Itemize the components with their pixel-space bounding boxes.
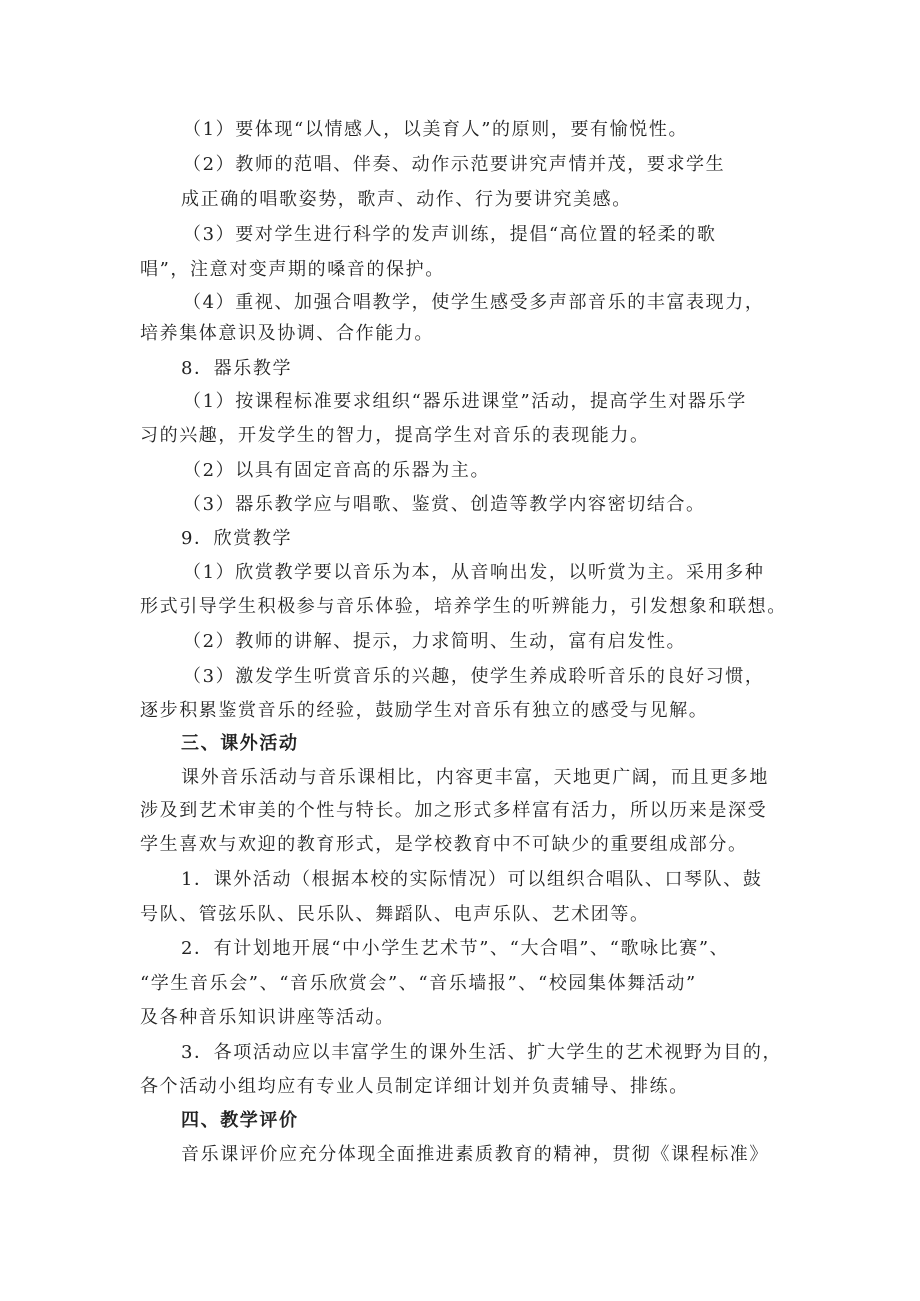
- text-line: 形式引导学生积极参与音乐体验，培养学生的听辨能力，引发想象和联想。: [140, 596, 787, 617]
- section-heading-8: 8．器乐教学: [181, 358, 293, 379]
- text-line: 及各种音乐知识讲座等活动。: [140, 1007, 395, 1028]
- text-line: 学生喜欢与欢迎的教育形式，是学校教育中不可缺少的重要组成部分。: [140, 834, 748, 855]
- text-line: 音乐课评价应充分体现全面推进素质教育的精神，贯彻《课程标准》: [181, 1144, 769, 1165]
- text-line: （2）教师的范唱、伴奏、动作示范要讲究声情并茂，要求学生: [183, 154, 726, 175]
- text-line: （3）激发学生听赏音乐的兴趣，使学生养成聆听音乐的良好习惯，: [183, 666, 765, 687]
- text-line: （3）器乐教学应与唱歌、鉴赏、创造等教学内容密切结合。: [183, 494, 706, 515]
- text-line: 各个活动小组均应有专业人员制定详细计划并负责辅导、排练。: [140, 1076, 689, 1097]
- section-heading-3: 三、课外活动: [181, 733, 299, 754]
- text-line: （1）要体现“以情感人，以美育人”的原则，要有愉悦性。: [183, 119, 689, 140]
- text-line: （3）要对学生进行科学的发声训练，提倡“高位置的轻柔的歌: [183, 224, 717, 245]
- text-line: 3．各项活动应以丰富学生的课外生活、扩大学生的艺术视野为目的，: [181, 1042, 783, 1063]
- section-heading-4: 四、教学评价: [181, 1110, 299, 1131]
- text-line: （2）以具有固定音高的乐器为主。: [183, 460, 491, 481]
- text-line: 习的兴趣，开发学生的智力，提高学生对音乐的表现能力。: [140, 425, 650, 446]
- text-line: 1．课外活动（根据本校的实际情况）可以组织合唱队、口琴队、鼓: [181, 869, 763, 890]
- text-line: 课外音乐活动与音乐课相比，内容更丰富，天地更广阔，而且更多地: [181, 767, 769, 788]
- section-heading-9: 9．欣赏教学: [181, 528, 293, 549]
- text-line: 培养集体意识及协调、合作能力。: [140, 323, 434, 344]
- text-line: 号队、管弦乐队、民乐队、舞蹈队、电声乐队、艺术团等。: [140, 904, 650, 925]
- text-line: 逐步积累鉴赏音乐的经验，鼓励学生对音乐有独立的感受与见解。: [140, 700, 709, 721]
- text-line: “学生音乐会”、“音乐欣赏会”、“音乐墙报”、“校园集体舞活动”: [140, 973, 697, 994]
- text-line: 2．有计划地开展“中小学生艺术节”、“大合唱”、“歌咏比赛”、: [181, 938, 730, 959]
- text-line: （1）欣赏教学要以音乐为本，从音响出发，以听赏为主。采用多种: [183, 562, 765, 583]
- text-line: 涉及到艺术审美的个性与特长。加之形式多样富有活力，所以历来是深受: [140, 800, 768, 821]
- text-line: 唱”，注意对变声期的嗓音的保护。: [140, 259, 445, 280]
- text-line: （1）按课程标准要求组织“器乐进课堂”活动，提高学生对器乐学: [183, 391, 747, 412]
- text-line: （2）教师的讲解、提示，力求简明、生动，富有启发性。: [183, 631, 687, 652]
- text-line: （4）重视、加强合唱教学，使学生感受多声部音乐的丰富表现力，: [183, 292, 765, 313]
- text-line: 成正确的唱歌姿势，歌声、动作、行为要讲究美感。: [181, 189, 632, 210]
